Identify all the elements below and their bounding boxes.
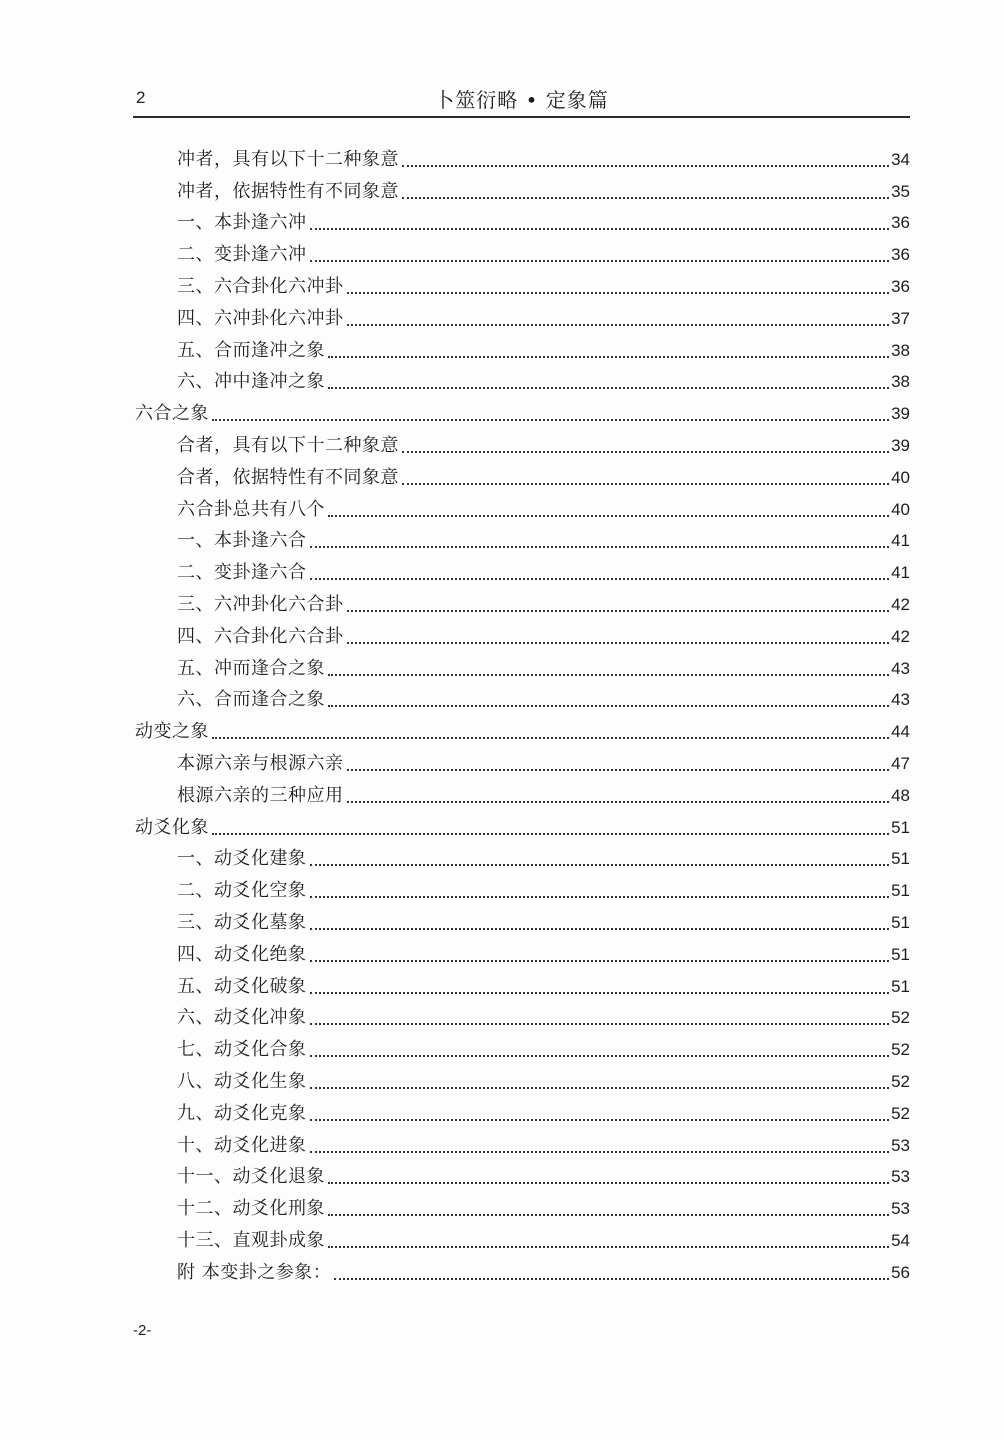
toc-entry	[133, 871, 910, 903]
toc-dot-leader	[347, 292, 890, 294]
toc-dot-leader	[347, 324, 890, 326]
toc-dot-leader	[347, 610, 890, 612]
footer-page-label: -2-	[133, 1322, 152, 1339]
toc-entry-title: 附 本变卦之参象：	[177, 1261, 332, 1283]
toc-entry-page: 40	[891, 499, 910, 519]
toc-entry-page: 36	[891, 276, 910, 296]
toc-entry-page: 44	[891, 722, 910, 742]
toc-entry-page: 39	[891, 435, 910, 455]
toc-entry-page: 36	[891, 245, 910, 265]
toc-dot-leader	[310, 228, 890, 230]
toc-entry-page: 35	[891, 181, 910, 201]
toc-entry	[133, 1062, 910, 1094]
toc-entry-page: 51	[891, 817, 910, 837]
toc-entry	[133, 331, 910, 363]
toc-dot-leader	[328, 387, 889, 389]
toc-entry-title: 合者，依据特性有不同象意	[177, 466, 399, 488]
toc-entry-page: 53	[891, 1167, 910, 1187]
toc-dot-leader	[328, 515, 889, 517]
toc-dot-leader	[347, 769, 890, 771]
toc-entry	[133, 967, 910, 999]
toc-dot-leader	[310, 260, 890, 262]
toc-dot-leader	[310, 960, 890, 962]
toc-dot-leader	[310, 578, 890, 580]
toc-entry	[133, 1189, 910, 1221]
toc-entry-page: 53	[891, 1135, 910, 1155]
toc-dot-leader	[328, 1214, 889, 1216]
toc-entry-page: 52	[891, 1040, 910, 1060]
toc-dot-leader	[334, 1278, 889, 1280]
toc-entry-page: 43	[891, 658, 910, 678]
toc-entry-page: 41	[891, 563, 910, 583]
toc-entry-page: 51	[891, 849, 910, 869]
toc-entry-page: 43	[891, 690, 910, 710]
toc-entry-page: 52	[891, 1103, 910, 1123]
toc-entry-page: 53	[891, 1199, 910, 1219]
toc-entry-title: 二、动爻化空象	[177, 880, 307, 902]
toc-entry	[133, 172, 910, 204]
toc-entry	[133, 458, 910, 490]
toc-entry	[133, 840, 910, 872]
toc-entry-title: 十二、动爻化刑象	[177, 1198, 325, 1220]
toc-entry-title: 动爻化象	[135, 816, 209, 838]
toc-entry	[133, 649, 910, 681]
toc-entry-title: 十三、直观卦成象	[177, 1229, 325, 1251]
toc-entry-title: 八、动爻化生象	[177, 1070, 307, 1092]
toc-entry-title: 十、动爻化进象	[177, 1134, 307, 1156]
toc-entry-page: 42	[891, 594, 910, 614]
toc-dot-leader	[310, 1055, 890, 1057]
toc-entry	[133, 903, 910, 935]
toc-entry-title: 三、六冲卦化六合卦	[177, 593, 344, 615]
toc-entry-title: 六、冲中逢冲之象	[177, 371, 325, 393]
toc-entry-title: 根源六亲的三种应用	[177, 784, 344, 806]
toc-dot-leader	[310, 1119, 890, 1121]
toc-entry	[133, 235, 910, 267]
toc-entry-title: 四、动爻化绝象	[177, 943, 307, 965]
toc-entry	[133, 712, 910, 744]
toc-dot-leader	[310, 1087, 890, 1089]
toc-entry-title: 十一、动爻化退象	[177, 1166, 325, 1188]
toc-entry-title: 冲者，具有以下十二种象意	[177, 148, 399, 170]
toc-dot-leader	[212, 737, 889, 739]
toc-entry-page: 48	[891, 785, 910, 805]
toc-dot-leader	[402, 451, 889, 453]
toc-entry	[133, 267, 910, 299]
toc-dot-leader	[310, 864, 890, 866]
toc-dot-leader	[310, 992, 890, 994]
toc-entry	[133, 681, 910, 713]
toc-entry	[133, 1158, 910, 1190]
toc-dot-leader	[310, 546, 890, 548]
toc-entry-page: 38	[891, 372, 910, 392]
toc-entry	[133, 808, 910, 840]
toc-entry-page: 34	[891, 149, 910, 169]
toc-entry-title: 本源六亲与根源六亲	[177, 752, 344, 774]
table-of-contents	[133, 140, 910, 1285]
toc-entry-title: 一、动爻化建象	[177, 848, 307, 870]
toc-entry	[133, 1221, 910, 1253]
toc-entry-title: 九、动爻化克象	[177, 1102, 307, 1124]
toc-entry-page: 37	[891, 308, 910, 328]
toc-entry	[133, 1253, 910, 1285]
toc-dot-leader	[310, 1023, 890, 1025]
toc-entry-title: 六合卦总共有八个	[177, 498, 325, 520]
toc-dot-leader	[402, 165, 889, 167]
toc-entry	[133, 363, 910, 395]
toc-entry-page: 51	[891, 881, 910, 901]
toc-entry-title: 六合之象	[135, 403, 209, 425]
toc-entry	[133, 617, 910, 649]
toc-entry-title: 三、动爻化墓象	[177, 911, 307, 933]
header-title: 卜筮衍略 • 定象篇	[434, 88, 609, 112]
toc-dot-leader	[328, 1182, 889, 1184]
toc-dot-leader	[328, 674, 889, 676]
toc-entry-page: 51	[891, 944, 910, 964]
toc-dot-leader	[402, 483, 889, 485]
toc-entry-title: 五、合而逢冲之象	[177, 339, 325, 361]
toc-entry-page: 38	[891, 340, 910, 360]
toc-dot-leader	[402, 197, 889, 199]
toc-entry-page: 56	[891, 1262, 910, 1282]
toc-entry-title: 合者，具有以下十二种象意	[177, 434, 399, 456]
toc-entry-title: 冲者，依据特性有不同象意	[177, 180, 399, 202]
toc-entry	[133, 1030, 910, 1062]
toc-entry	[133, 935, 910, 967]
toc-entry-title: 七、动爻化合象	[177, 1039, 307, 1061]
toc-entry-title: 一、本卦逢六冲	[177, 212, 307, 234]
toc-entry	[133, 490, 910, 522]
toc-entry-title: 三、六合卦化六冲卦	[177, 275, 344, 297]
toc-entry-page: 41	[891, 531, 910, 551]
toc-dot-leader	[310, 896, 890, 898]
toc-entry	[133, 585, 910, 617]
toc-entry	[133, 999, 910, 1031]
toc-dot-leader	[328, 705, 889, 707]
toc-dot-leader	[212, 419, 889, 421]
toc-entry-title: 六、动爻化冲象	[177, 1007, 307, 1029]
toc-dot-leader	[310, 1151, 890, 1153]
toc-entry	[133, 1094, 910, 1126]
page-header	[133, 82, 910, 118]
toc-entry-page: 42	[891, 626, 910, 646]
toc-entry-page: 54	[891, 1230, 910, 1250]
toc-entry-page: 52	[891, 1008, 910, 1028]
toc-dot-leader	[328, 1246, 889, 1248]
toc-entry-title: 四、六合卦化六合卦	[177, 625, 344, 647]
toc-entry-page: 40	[891, 467, 910, 487]
toc-entry-page: 51	[891, 912, 910, 932]
toc-entry-title: 四、六冲卦化六冲卦	[177, 307, 344, 329]
toc-entry-page: 39	[891, 404, 910, 424]
toc-entry	[133, 426, 910, 458]
toc-entry-title: 二、变卦逢六合	[177, 562, 307, 584]
toc-entry-page: 51	[891, 976, 910, 996]
toc-entry	[133, 204, 910, 236]
header-page-number: 2	[136, 88, 146, 107]
toc-dot-leader	[328, 356, 889, 358]
toc-dot-leader	[310, 928, 890, 930]
toc-entry	[133, 140, 910, 172]
toc-entry-title: 动变之象	[135, 721, 209, 743]
toc-entry-title: 五、动爻化破象	[177, 975, 307, 997]
toc-dot-leader	[347, 801, 890, 803]
toc-dot-leader	[212, 833, 889, 835]
toc-entry	[133, 744, 910, 776]
toc-entry	[133, 394, 910, 426]
toc-entry-page: 47	[891, 753, 910, 773]
toc-entry-page: 36	[891, 213, 910, 233]
toc-entry-title: 一、本卦逢六合	[177, 530, 307, 552]
toc-entry	[133, 522, 910, 554]
toc-entry	[133, 776, 910, 808]
toc-entry-page: 52	[891, 1071, 910, 1091]
toc-entry-title: 六、合而逢合之象	[177, 689, 325, 711]
toc-entry	[133, 553, 910, 585]
toc-entry-title: 二、变卦逢六冲	[177, 244, 307, 266]
toc-entry-title: 五、冲而逢合之象	[177, 657, 325, 679]
toc-entry	[133, 1126, 910, 1158]
toc-dot-leader	[347, 642, 890, 644]
toc-entry	[133, 299, 910, 331]
